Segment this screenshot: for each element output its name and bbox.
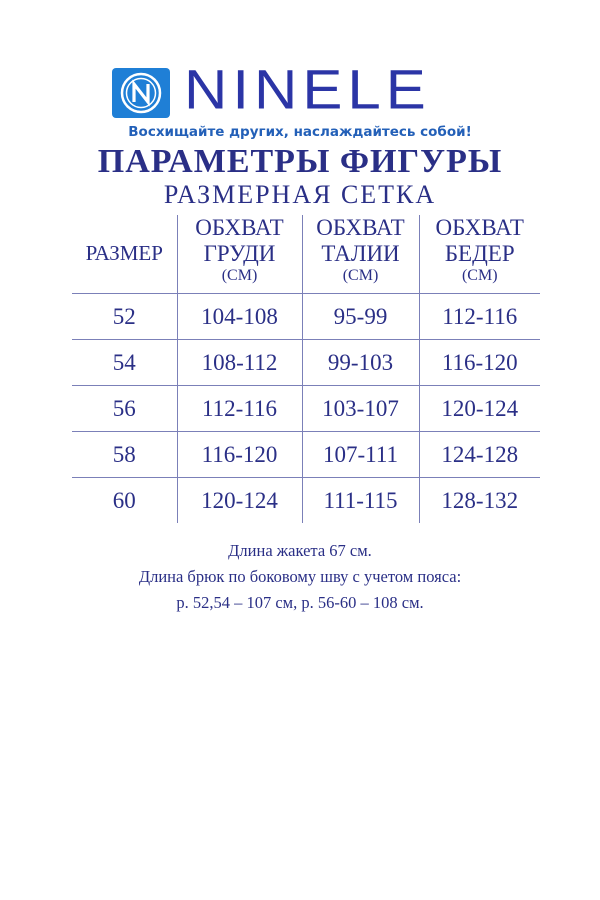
- table-row: [72, 294, 540, 340]
- cell-waist: 111-115: [302, 478, 419, 524]
- header-size: [72, 215, 177, 294]
- note-jacket-length: Длина жакета 67 см.: [228, 541, 372, 560]
- cell-chest: 112-116: [177, 386, 302, 432]
- cell-size: 54: [72, 340, 177, 386]
- table-header-row: [72, 215, 540, 294]
- ninele-logo-icon: [112, 68, 170, 118]
- brand-slogan: Восхищайте других, наслаждайтесь собой!: [128, 124, 472, 140]
- cell-waist: 95-99: [302, 294, 419, 340]
- notes: [0, 538, 600, 616]
- table-row: [72, 478, 540, 524]
- brand-name: NINELE: [184, 58, 431, 121]
- brand-logo: [0, 58, 600, 128]
- header-chest-line2: ГРУДИ: [203, 241, 276, 266]
- cell-chest: 116-120: [177, 432, 302, 478]
- cell-chest: 104-108: [177, 294, 302, 340]
- page-title: ПАРАМЕТРЫ ФИГУРЫ: [97, 143, 503, 180]
- header-waist-line2: ТАЛИИ: [321, 241, 400, 266]
- header-hips-line1: ОБХВАТ: [435, 215, 524, 240]
- header-waist: [302, 215, 419, 294]
- cell-size: 56: [72, 386, 177, 432]
- table-row: [72, 340, 540, 386]
- cell-waist: 99-103: [302, 340, 419, 386]
- header-waist-line1: ОБХВАТ: [316, 215, 405, 240]
- page-subtitle: РАЗМЕРНАЯ СЕТКА: [163, 180, 437, 209]
- header-hips: [419, 215, 540, 294]
- header-hips-unit: (СМ): [461, 267, 498, 284]
- header-chest-unit: (СМ): [221, 267, 258, 284]
- cell-chest: 120-124: [177, 478, 302, 524]
- cell-hips: 116-120: [419, 340, 540, 386]
- cell-waist: 103-107: [302, 386, 419, 432]
- cell-hips: 120-124: [419, 386, 540, 432]
- cell-size: 58: [72, 432, 177, 478]
- size-table: [72, 215, 540, 523]
- header-waist-unit: (СМ): [342, 267, 379, 284]
- cell-hips: 124-128: [419, 432, 540, 478]
- header-chest-line1: ОБХВАТ: [195, 215, 284, 240]
- cell-chest: 108-112: [177, 340, 302, 386]
- table-row: [72, 386, 540, 432]
- cell-hips: 128-132: [419, 478, 540, 524]
- note-trousers-length-values: р. 52,54 – 107 см, р. 56-60 – 108 см.: [176, 593, 424, 612]
- header-hips-line2: БЕДЕР: [444, 241, 515, 266]
- cell-size: 52: [72, 294, 177, 340]
- table-row: [72, 432, 540, 478]
- header-size-label: РАЗМЕР: [85, 241, 163, 265]
- header-chest: [177, 215, 302, 294]
- cell-waist: 107-111: [302, 432, 419, 478]
- cell-size: 60: [112, 487, 136, 513]
- cell-hips: 112-116: [419, 294, 540, 340]
- note-trousers-length-label: Длина брюк по боковому шву с учетом пояса:: [138, 567, 462, 586]
